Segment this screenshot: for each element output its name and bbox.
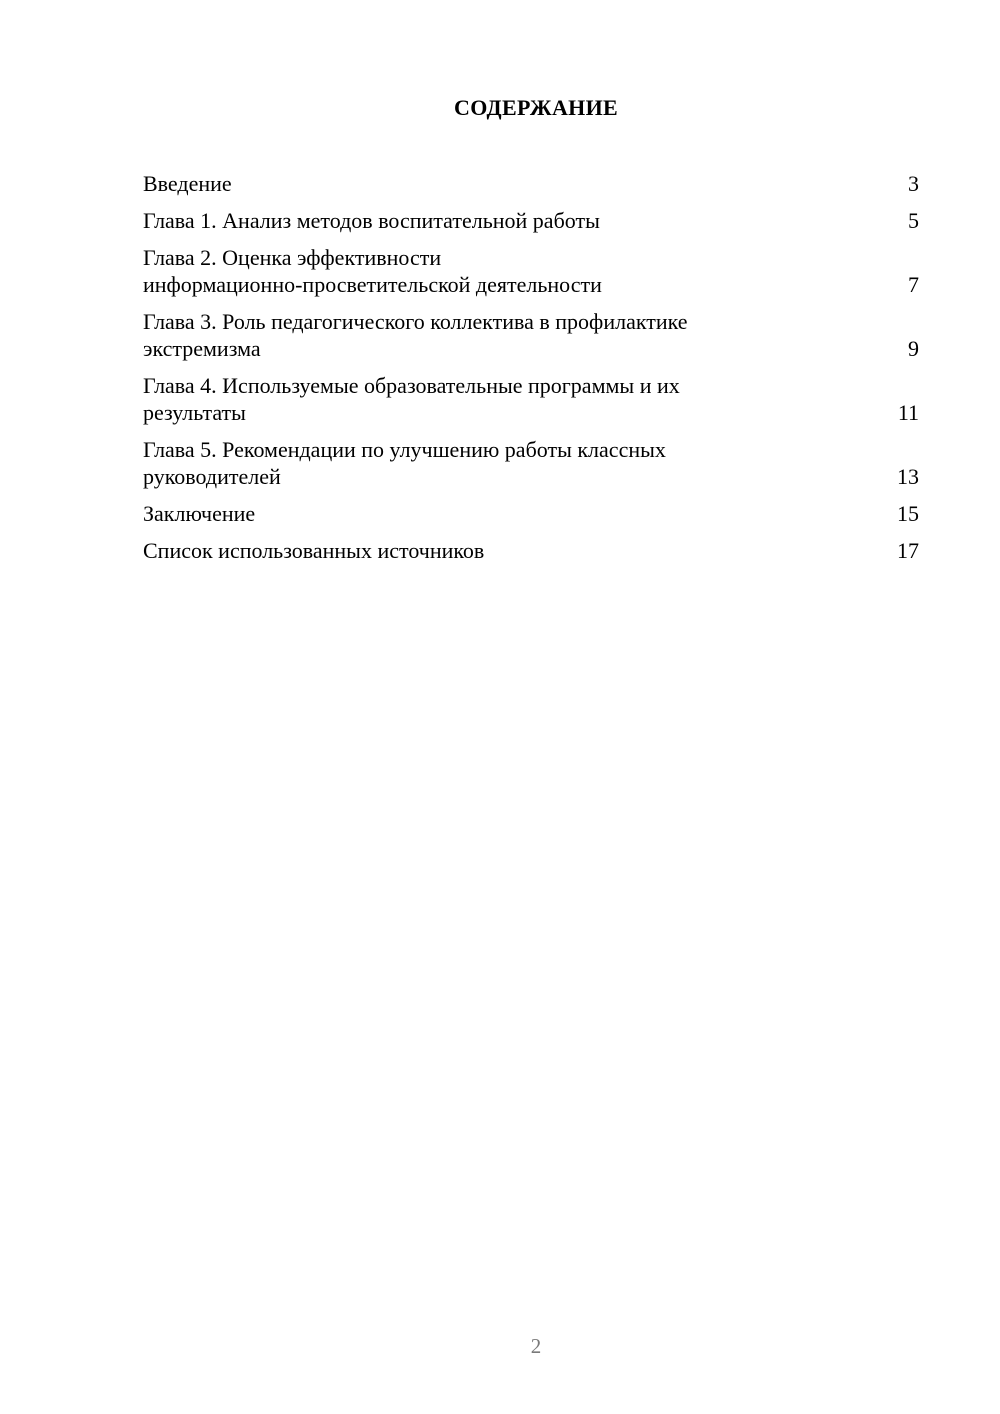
toc-entry-page: 13 <box>897 464 919 489</box>
toc-entry-page: 7 <box>908 272 919 297</box>
toc-entry-title: Заключение <box>143 501 256 526</box>
table-of-contents <box>143 170 919 574</box>
toc-entry-title: Глава 2. Оценка эффективности информационно-просветительской деятельности <box>143 245 602 297</box>
toc-entry-page: 17 <box>897 538 919 563</box>
toc-entry-title: Глава 3. Роль педагогического коллектива в профилактике экстремизма <box>143 309 688 361</box>
toc-entry-page: 9 <box>908 336 919 361</box>
toc-entry-title: Введение <box>143 171 232 196</box>
toc-entry-introduction <box>143 170 919 197</box>
toc-entry-chapter-4 <box>143 372 919 426</box>
toc-entry-page: 5 <box>908 208 919 233</box>
toc-entry-chapter-2 <box>143 244 919 298</box>
toc-entry-title: Глава 5. Рекомендации по улучшению работы классных руководителей <box>143 437 666 489</box>
toc-entry-title: Глава 1. Анализ методов воспитательной работы <box>143 208 600 233</box>
page-title: СОДЕРЖАНИЕ <box>454 95 618 120</box>
toc-entry-title: Список использованных источников <box>143 538 485 563</box>
toc-entry-chapter-3 <box>143 308 919 362</box>
toc-entry-page: 3 <box>908 171 919 196</box>
toc-entry-chapter-1 <box>143 207 919 234</box>
toc-entry-chapter-5 <box>143 436 919 490</box>
toc-entry-title: Глава 4. Используемые образовательные программы и их результаты <box>143 373 680 425</box>
page-number: 2 <box>530 1334 542 1358</box>
toc-entry-conclusion <box>143 500 919 527</box>
toc-entry-page: 15 <box>897 501 919 526</box>
toc-entry-references <box>143 537 919 564</box>
toc-entry-page: 11 <box>897 400 919 425</box>
